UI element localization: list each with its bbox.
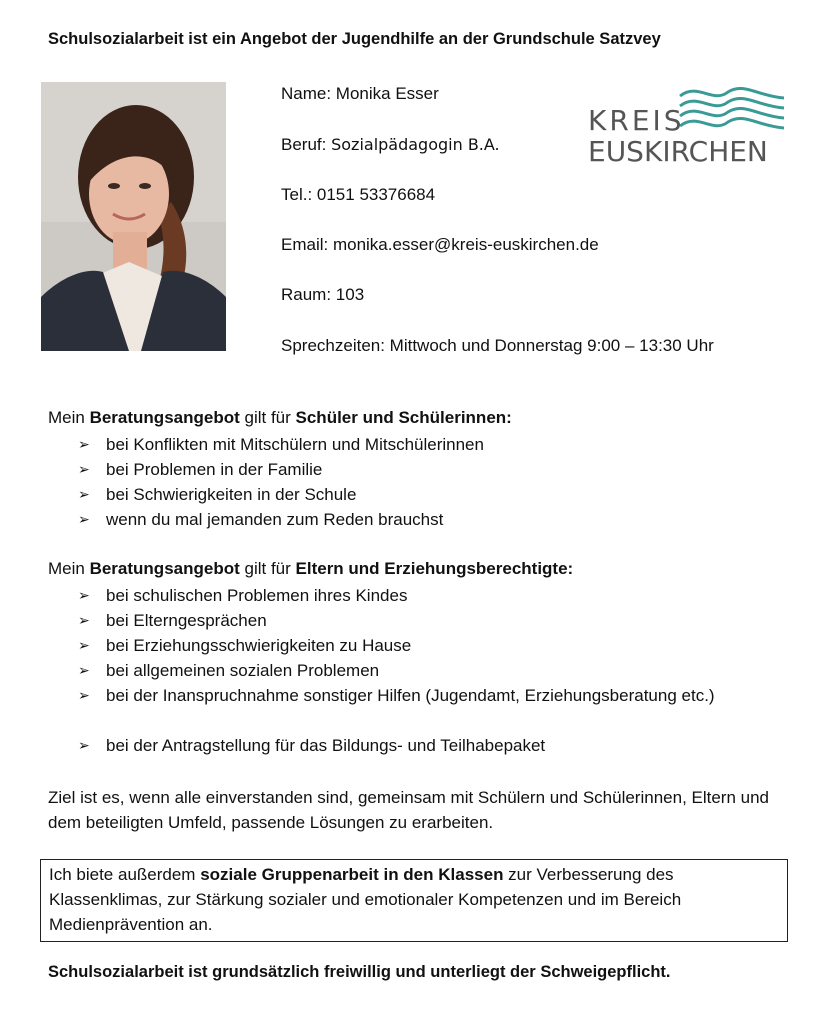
box-text: Ich biete außerdem <box>49 865 201 884</box>
logo-line1: KREIS <box>588 104 685 137</box>
arrow-bullet-icon: ➢ <box>78 511 90 527</box>
students-intro <box>48 408 512 428</box>
list-item-text: bei Erziehungsschwierigkeiten zu Hause <box>106 636 412 655</box>
portrait-photo <box>41 82 226 351</box>
arrow-bullet-icon: ➢ <box>78 737 90 753</box>
list-item <box>48 507 484 532</box>
contact-name: Name: Monika Esser <box>281 84 439 103</box>
list-item <box>48 733 806 758</box>
list-item-text: wenn du mal jemanden zum Reden brauchst <box>106 510 444 529</box>
arrow-bullet-icon: ➢ <box>78 662 90 678</box>
list-item-text: bei Elterngesprächen <box>106 611 267 630</box>
contact-email: Email: monika.esser@kreis-euskirchen.de <box>281 235 599 254</box>
list-item <box>48 633 806 658</box>
logo-line2: EUSKIRCHEN <box>588 135 768 166</box>
box-bold-text: soziale Gruppenarbeit in den Klassen <box>200 865 504 884</box>
intro-text: gilt für <box>239 408 296 427</box>
intro-bold: Eltern und Erziehungsberechtigte: <box>295 559 574 578</box>
list-item <box>48 658 806 683</box>
contact-beruf <box>281 135 500 155</box>
arrow-bullet-icon: ➢ <box>78 637 90 653</box>
contact-sprechzeiten: Sprechzeiten: Mittwoch und Donnerstag 9:00 – 13:30 Uhr <box>281 336 714 355</box>
list-item-text: bei Schwierigkeiten in der Schule <box>106 485 357 504</box>
intro-text: Mein <box>48 408 90 427</box>
parents-intro <box>48 559 573 579</box>
kreis-euskirchen-logo <box>588 82 784 166</box>
arrow-bullet-icon: ➢ <box>78 587 90 603</box>
arrow-bullet-icon: ➢ <box>78 486 90 502</box>
footer-note: Schulsozialarbeit ist grundsätzlich freiwillig und unterliegt der Schweigepflicht. <box>48 963 671 981</box>
intro-bold: Beratungsangebot <box>89 559 240 578</box>
parents-list <box>48 583 806 758</box>
list-item-text: bei der Antragstellung für das Bildungs- und Teilhabepaket <box>106 736 546 755</box>
intro-bold: Beratungsangebot <box>89 408 240 427</box>
list-item-text: bei schulischen Problemen ihres Kindes <box>106 586 408 605</box>
arrow-bullet-icon: ➢ <box>78 687 90 703</box>
list-item <box>48 432 484 457</box>
contact-raum: Raum: 103 <box>281 285 365 304</box>
intro-bold: Schüler und Schülerinnen: <box>295 408 512 427</box>
students-list <box>48 432 484 532</box>
list-item-text: bei Konflikten mit Mitschülern und Mitschülerinnen <box>106 435 484 454</box>
contact-tel: Tel.: 0151 53376684 <box>281 185 436 204</box>
list-item-text: bei Problemen in der Familie <box>106 460 323 479</box>
list-item <box>48 583 806 608</box>
arrow-bullet-icon: ➢ <box>78 436 90 452</box>
arrow-bullet-icon: ➢ <box>78 461 90 477</box>
box-text: zur Verbesserung des Klassenklimas, zur Stärkung sozialer und emotionaler Kompetenzen und im Bereich Medienprävention an. <box>49 865 682 934</box>
intro-text: Mein <box>48 559 90 578</box>
intro-text: gilt für <box>239 559 296 578</box>
beruf-label: Beruf: <box>281 135 332 154</box>
group-work-box <box>40 859 788 942</box>
page-title: Schulsozialarbeit ist ein Angebot der Jugendhilfe an der Grundschule Satzvey <box>48 30 661 48</box>
list-item-text: bei der Inanspruchnahme sonstiger Hilfen (Jugendamt, Erziehungsberatung etc.) <box>106 686 715 705</box>
list-item <box>48 482 484 507</box>
goal-paragraph: Ziel ist es, wenn alle einverstanden sind, gemeinsam mit Schülern und Schülerinnen, Eltern und dem beteiligten Umfeld, passende Lösungen zu erarbeiten. <box>48 788 770 832</box>
list-item <box>48 457 484 482</box>
beruf-value: Sozialpädagogin B.A. <box>331 135 500 154</box>
list-item-text: bei allgemeinen sozialen Problemen <box>106 661 380 680</box>
list-item <box>48 608 806 633</box>
list-item <box>48 683 806 733</box>
arrow-bullet-icon: ➢ <box>78 612 90 628</box>
